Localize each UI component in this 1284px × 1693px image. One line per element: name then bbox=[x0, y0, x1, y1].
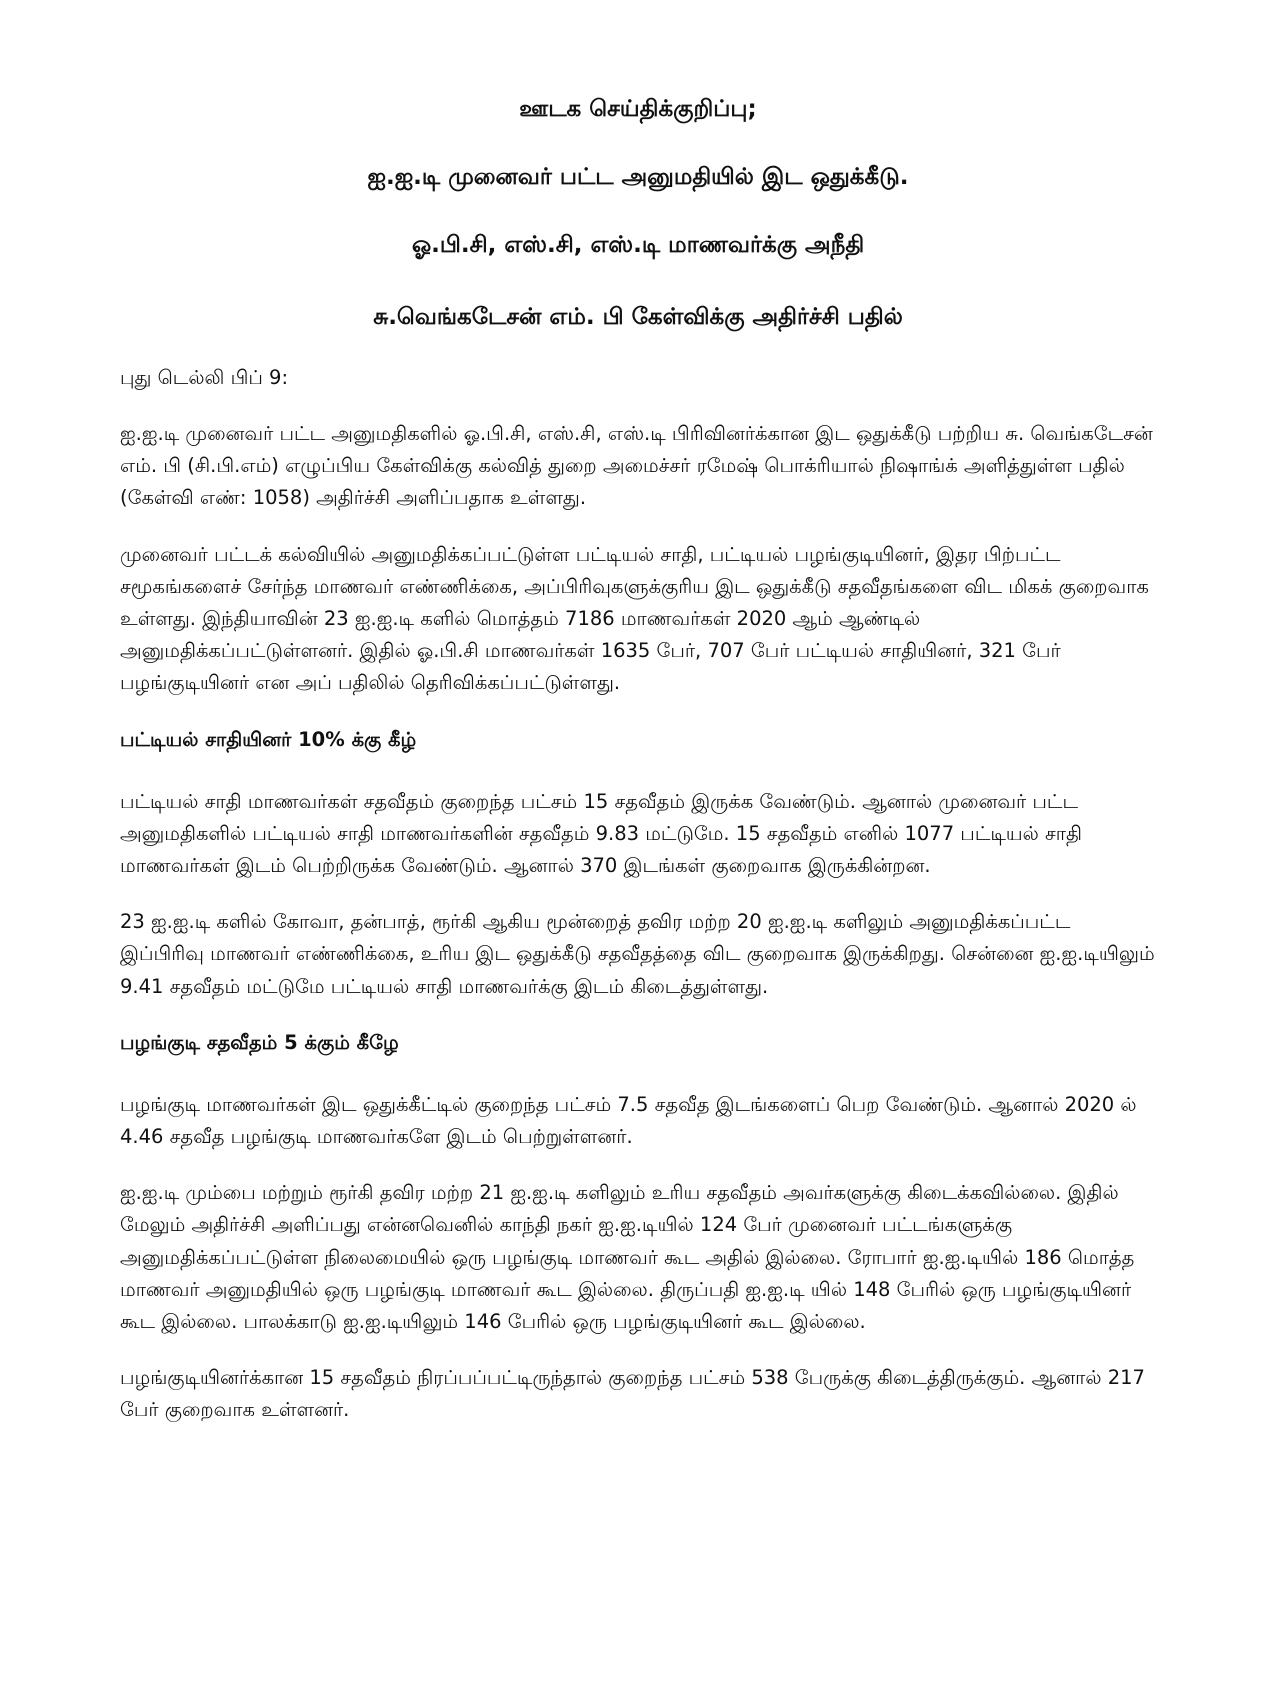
paragraph-question-reply: ஐ.ஐ.டி முனைவர் பட்ட அனுமதிகளில் ஓ.பி.சி, எஸ்.சி, எஸ்.டி பிரிவினர்க்கான இட ஒதுக்கீடு பற்றிய சு. வெங்கடேசன் எம். பி (சி.பி.எம்) எழுப்பிய கேள்விக்கு கல்வித் துறை அமைச்சர் ரமேஷ் பொக்ரியால் நிஷாங்க் அளித்துள்ள பதில் (கேள்வி எண்: 1058) அதிர்ச்சி அளிப்பதாக உள்ளது. bbox=[120, 422, 1153, 510]
paragraph-sc-institutes: 23 ஐ.ஐ.டி களில் கோவா, தன்பாத், ரூர்கி ஆகிய மூன்றைத் தவிர மற்ற 20 ஐ.ஐ.டி களிலும் அனுமதிக்கப்பட்ட இப்பிரிவு மாணவர் எண்ணிக்கை, உரிய இட ஒதுக்கீடு சதவீதத்தை விட குறைவாக இருக்கிறது. சென்னை ஐ.ஐ.டியிலும் 9.41 சதவீதம் மட்டுமே பட்டியல் சாதி மாணவர்க்கு இடம் கிடைத்துள்ளது. bbox=[120, 910, 1155, 998]
subheading-tribal: பழங்குடி சதவீதம் 5 க்கும் கீழே bbox=[120, 1030, 399, 1054]
paragraph-st-percentage: பழங்குடி மாணவர்கள் இட ஒதுக்கீட்டில் குறைந்த பட்சம் 7.5 சதவீத இடங்களைப் பெற வேண்டும். ஆனால் 2020 ல் 4.46 சதவீத பழங்குடி மாணவர்களே இடம் பெற்றுள்ளனர். bbox=[120, 1092, 1137, 1149]
dateline: புது டெல்லி பிப் 9: bbox=[120, 366, 289, 389]
headline-reservation: ஐ.ஐ.டி முனைவர் பட்ட அனுமதியில் இட ஒதுக்கீடு. bbox=[367, 164, 909, 190]
headline-shocking-reply: சு.வெங்கடேசன் எம். பி கேள்விக்கு அதிர்ச்சி பதில் bbox=[373, 304, 903, 330]
paragraph-st-institutes: ஐ.ஐ.டி மும்பை மற்றும் ரூர்கி தவிர மற்ற 21 ஐ.ஐ.டி களிலும் உரிய சதவீதம் அவர்களுக்கு கிடைக்கவில்லை. இதில் மேலும் அதிர்ச்சி அளிப்பது என்னவெனில் காந்தி நகர் ஐ.ஐ.டியில் 124 பேர் முனைவர் பட்டங்களுக்கு அனுமதிக்கப்பட்டுள்ள நிலைமையில் ஒரு பழங்குடி மாணவர் கூட அதில் இல்லை. ரோபார் ஐ.ஐ.டியில் 186 மொத்த மாணவர் அனுமதியில் ஒரு பழங்குடி மாணவர் கூட இல்லை. திருப்பதி ஐ.ஐ.டி யில் 148 பேரில் ஒரு பழங்குடியினர் கூட இல்லை. பாலக்காடு ஐ.ஐ.டியிலும் 146 பேரில் ஒரு பழங்குடியினர் கூட இல்லை. bbox=[120, 1181, 1135, 1334]
paragraph-sc-percentage: பட்டியல் சாதி மாணவர்கள் சதவீதம் குறைந்த பட்சம் 15 சதவீதம் இருக்க வேண்டும். ஆனால் முனைவர் பட்ட அனுமதிகளில் பட்டியல் சாதி மாணவர்களின் சதவீதம் 9.83 மட்டுமே. 15 சதவீதம் எனில் 1077 பட்டியல் சாதி மாணவர்கள் இடம் பெற்றிருக்க வேண்டும். ஆனால் 370 இடங்கள் குறைவாக இருக்கின்றன. bbox=[120, 789, 1082, 878]
paragraph-admission-figures: முனைவர் பட்டக் கல்வியில் அனுமதிக்கப்பட்டுள்ள பட்டியல் சாதி, பட்டியல் பழங்குடியினர், இதர பிற்பட்ட சமூகங்களைச் சேர்ந்த மாணவர் எண்ணிக்கை, அப்பிரிவுகளுக்குரிய இட ஒதுக்கீடு சதவீதங்களை விட மிகக் குறைவாக உள்ளது. இந்தியாவின் 23 ஐ.ஐ.டி களில் மொத்தம் 7186 மாணவர்கள் 2020 ஆம் ஆண்டில் அனுமதிக்கப்பட்டுள்ளனர். இதில் ஓ.பி.சி மாணவர்கள் 1635 பேர், 707 பேர் பட்டியல் சாதியினர், 321 பேர் பழங்குடியினர் என அப் பதிலில் தெரிவிக்கப்பட்டுள்ளது. bbox=[120, 542, 1149, 695]
document-title: ஊடக செய்திக்குறிப்பு; bbox=[519, 96, 757, 122]
subheading-scheduled-caste: பட்டியல் சாதியினர் 10% க்கு கீழ் bbox=[120, 727, 417, 751]
headline-injustice: ஓ.பி.சி, எஸ்.சி, எஸ்.டி மாணவர்க்கு அநீதி bbox=[411, 232, 865, 258]
paragraph-st-shortfall: பழங்குடியினர்க்கான 15 சதவீதம் நிரப்பப்பட்டிருந்தால் குறைந்த பட்சம் 538 பேருக்கு கிடைத்திருக்கும். ஆனால் 217 பேர் குறைவாக உள்ளனர். bbox=[120, 1366, 1145, 1422]
